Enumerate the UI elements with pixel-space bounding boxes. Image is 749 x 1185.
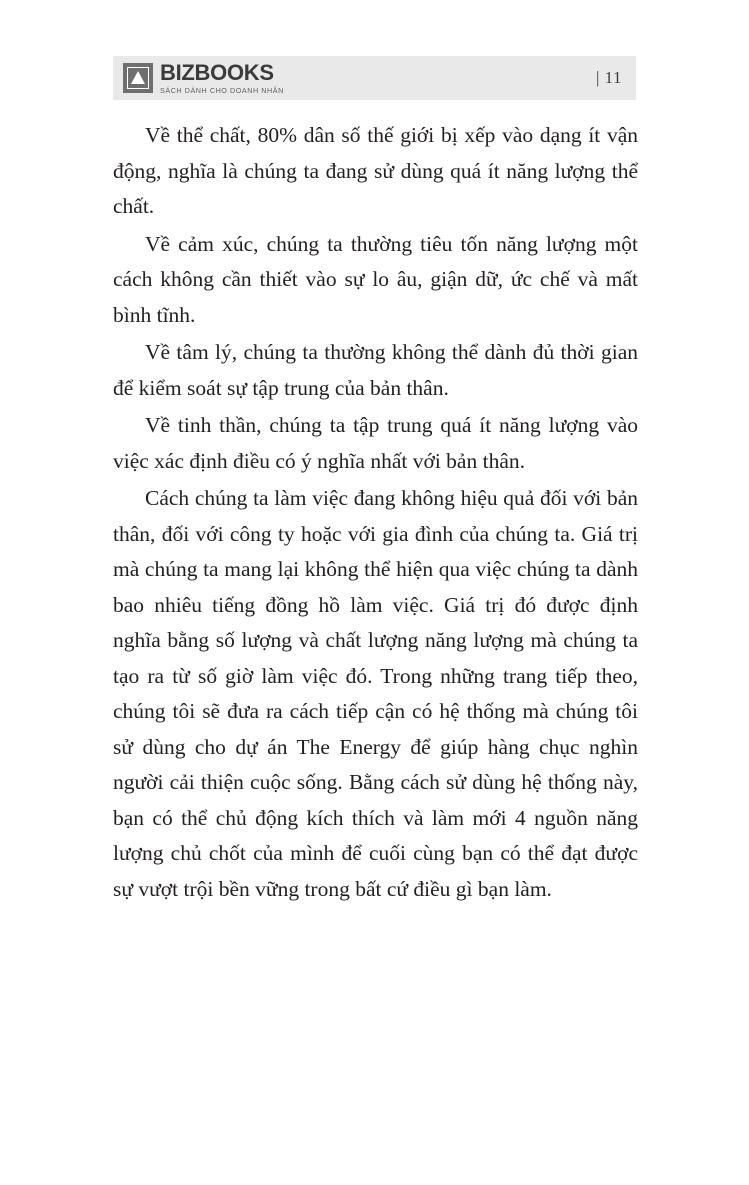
page-content (113, 118, 638, 907)
paragraph: Về thể chất, 80% dân số thế giới bị xếp vào dạng ít vận động, nghĩa là chúng ta đang sử dùng quá ít năng lượng thể chất. (113, 123, 638, 218)
paragraph: Cách chúng ta làm việc đang không hiệu quả đối với bản thân, đối với công ty hoặc với gia đình của chúng ta. Giá trị mà chúng ta mang lại không thể hiện qua việc chúng ta dành bao nhiêu tiếng đồng hồ làm việc. Giá trị đó được định nghĩa bằng số lượng và chất lượng năng lượng mà chúng ta tạo ra từ số giờ làm việc đó. Trong những trang tiếp theo, chúng tôi sẽ đưa ra cách tiếp cận có hệ thống mà chúng tôi sử dùng cho dự án The Energy để giúp hàng chục nghìn người cải thiện cuộc sống. Bằng cách sử dùng hệ thống này, bạn có thể chủ động kích thích và làm mới 4 nguồn năng lượng chủ chốt của mình để cuối cùng bạn có thể đạt được sự vượt trội bền vững trong bất cứ điều gì bạn làm. (113, 486, 638, 901)
brand-name: BIZBOOKS (160, 59, 274, 85)
page-header (113, 56, 636, 100)
brand (123, 59, 284, 95)
page-number: | 11 (595, 68, 622, 87)
paragraph: Về cảm xúc, chúng ta thường tiêu tốn năng lượng một cách không cần thiết vào sự lo âu, giận dữ, ức chế và mất bình tĩnh. (113, 231, 638, 327)
brand-tagline: SÁCH DÀNH CHO DOANH NHÂN (160, 85, 284, 95)
paragraph: Về tinh thần, chúng ta tập trung quá ít năng lượng vào việc xác định điều có ý nghĩa nhất với bản thân. (113, 413, 638, 473)
bizbooks-logo-icon (123, 63, 153, 93)
brand-text (160, 59, 284, 95)
paragraph: Về tâm lý, chúng ta thường không thể dành đủ thời gian để kiểm soát sự tập trung của bản thân. (113, 340, 638, 400)
